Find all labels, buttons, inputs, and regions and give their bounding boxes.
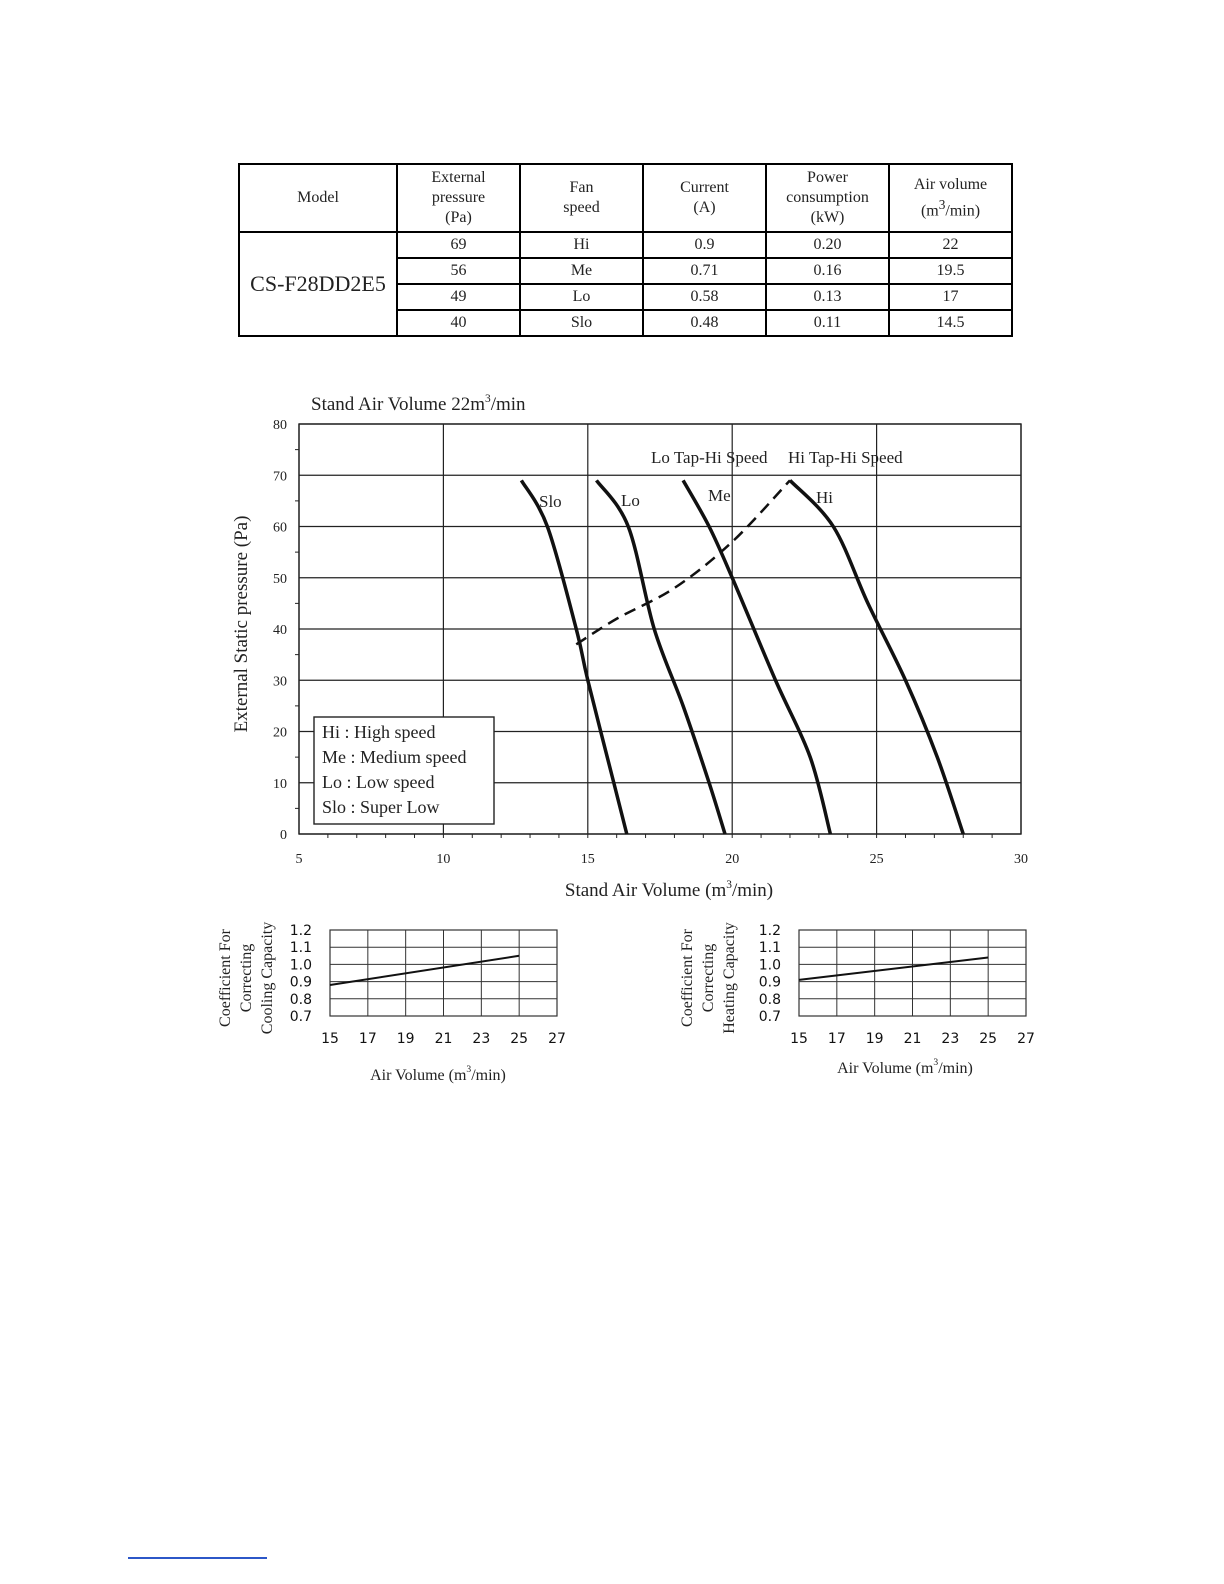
y-tick-label: 10	[273, 776, 287, 792]
y-axis-label-line: Coefficient For	[217, 929, 234, 1027]
fan-speed-cell: Lo	[520, 284, 643, 310]
series-line-me	[683, 480, 830, 834]
y-axis-label-line: Correcting	[700, 943, 717, 1013]
x-tick-label: 15	[790, 1031, 808, 1047]
y-tick-label: 0.9	[289, 974, 312, 991]
y-tick-label: 1.0	[289, 957, 312, 974]
x-tick-label: 23	[472, 1031, 491, 1047]
model-cell: CS-F28DD2E5	[239, 232, 397, 336]
air-volume-cell: 17	[889, 284, 1012, 310]
y-tick-label: 1.1	[758, 940, 781, 957]
pressure-cell: 69	[397, 232, 520, 258]
footer-link-line	[128, 1557, 267, 1559]
annotation-lo-tap: Lo Tap-Hi Speed	[651, 448, 768, 467]
y-tick-label: 0.9	[758, 974, 781, 991]
y-axis-label-line: Correcting	[238, 943, 255, 1013]
x-tick-label: 27	[548, 1031, 566, 1047]
series-line-lo	[596, 480, 725, 834]
x-axis-label: Air Volume $(m^3/\min)$	[837, 1057, 973, 1077]
y-tick-label: 1.0	[758, 957, 781, 974]
y-tick-label: 50	[273, 571, 287, 587]
legend-item: Slo : Super Low	[322, 797, 440, 817]
series-line-tap-dashed	[576, 480, 790, 644]
header-external-pressure: External pressure (Pa)	[397, 164, 520, 232]
series-label-slo: Slo	[539, 492, 562, 511]
fan-speed-cell: Me	[520, 258, 643, 284]
y-tick-label: 1.1	[289, 940, 312, 957]
x-tick-label: 19	[865, 1031, 884, 1047]
y-tick-label: 0	[280, 828, 287, 843]
y-tick-label: 0.8	[289, 991, 312, 1008]
y-axis-label-line: Coefficient For	[679, 929, 696, 1027]
header-current: Current (A)	[643, 164, 766, 232]
pressure-cell: 49	[397, 284, 520, 310]
y-tick-label: 70	[273, 469, 287, 485]
current-cell: 0.71	[643, 258, 766, 284]
y-axis-label: External Static pressure (Pa)	[231, 515, 252, 733]
series-label-me: Me	[708, 486, 731, 505]
x-tick-label: 17	[358, 1031, 377, 1047]
x-tick-label: 21	[903, 1031, 922, 1047]
x-tick-label: 23	[941, 1031, 960, 1047]
x-tick-label: 21	[434, 1031, 453, 1047]
series-label-lo: Lo	[621, 491, 640, 510]
y-tick-label: 1.2	[758, 923, 781, 939]
header-air-volume: Air volume $(m^3/\min)$	[889, 164, 1012, 232]
y-tick-label: 80	[273, 418, 287, 433]
power-cell: 0.13	[766, 284, 889, 310]
pressure-cell: 40	[397, 310, 520, 336]
header-power-consumption: Power consumption (kW)	[766, 164, 889, 232]
y-tick-label: 30	[273, 674, 287, 690]
main-chart	[231, 393, 1028, 901]
x-tick-label: 25	[979, 1031, 998, 1047]
legend-item: Hi : High speed	[322, 722, 436, 742]
chart-title: Stand Air Volume $22m^3/\min$	[311, 393, 526, 415]
header-fan-speed: Fan speed	[520, 164, 643, 232]
x-tick-label: 20	[725, 852, 740, 867]
series-line-heating	[799, 958, 988, 980]
coefficient-chart	[217, 922, 566, 1084]
x-tick-label: 30	[1014, 852, 1028, 867]
coefficient-chart	[679, 922, 1035, 1077]
x-tick-label: 27	[1017, 1031, 1035, 1047]
series-line-slo	[521, 480, 626, 834]
current-cell: 0.48	[643, 310, 766, 336]
y-tick-label: 40	[273, 623, 287, 638]
x-tick-label: 25	[869, 852, 884, 867]
current-cell: 0.9	[643, 232, 766, 258]
air-volume-cell: 19.5	[889, 258, 1012, 284]
series-label-hi: Hi	[816, 488, 833, 507]
y-tick-label: 0.8	[758, 991, 781, 1008]
fan-speed-cell: Slo	[520, 310, 643, 336]
header-model: Model	[239, 164, 397, 232]
current-cell: 0.58	[643, 284, 766, 310]
fan-speed-cell: Hi	[520, 232, 643, 258]
power-cell: 0.11	[766, 310, 889, 336]
y-tick-label: 0.7	[758, 1009, 781, 1025]
series-line-cooling	[330, 956, 519, 985]
x-tick-label: 15	[580, 852, 595, 867]
x-tick-label: 17	[827, 1031, 846, 1047]
x-tick-label: 19	[396, 1031, 415, 1047]
y-tick-label: 20	[273, 725, 287, 741]
air-volume-cell: 22	[889, 232, 1012, 258]
legend-item: Me : Medium speed	[322, 747, 467, 767]
annotation-hi-tap: Hi Tap-Hi Speed	[788, 448, 903, 467]
x-tick-label: 15	[321, 1031, 339, 1047]
air-volume-cell: 14.5	[889, 310, 1012, 336]
x-axis-label: Stand Air Volume $(m^3/\min)$	[564, 879, 774, 901]
x-tick-label: 5	[295, 852, 303, 867]
power-cell: 0.20	[766, 232, 889, 258]
x-tick-label: 10	[436, 852, 451, 867]
y-axis-label-line: Heating Capacity	[721, 922, 738, 1034]
pressure-cell: 56	[397, 258, 520, 284]
y-tick-label: 60	[273, 520, 287, 536]
y-axis-label-line: Cooling Capacity	[259, 921, 276, 1035]
legend-item: Lo : Low speed	[322, 772, 435, 792]
x-tick-label: 25	[510, 1031, 529, 1047]
power-cell: 0.16	[766, 258, 889, 284]
y-tick-label: 0.7	[289, 1009, 312, 1025]
y-tick-label: 1.2	[289, 923, 312, 939]
x-axis-label: Air Volume $(m^3/\min)$	[370, 1064, 506, 1084]
